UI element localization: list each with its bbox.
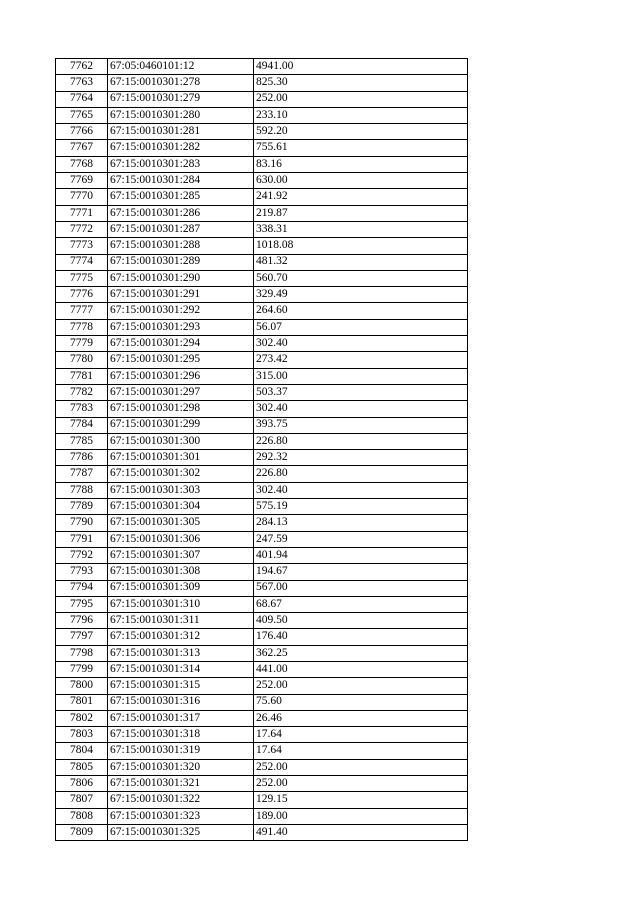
value-cell: 247.59	[254, 531, 468, 547]
table-row	[56, 466, 468, 482]
table-row	[56, 238, 468, 254]
cadastral-number-cell: 67:15:0010301:303	[108, 482, 254, 498]
cadastral-number-cell: 67:15:0010301:278	[108, 75, 254, 91]
row-number-cell: 7773	[56, 238, 108, 254]
row-number-cell: 7793	[56, 564, 108, 580]
cadastral-number-cell: 67:15:0010301:288	[108, 238, 254, 254]
table-row	[56, 336, 468, 352]
row-number-cell: 7790	[56, 515, 108, 531]
row-number-cell: 7786	[56, 450, 108, 466]
row-number-cell: 7806	[56, 776, 108, 792]
row-number-cell: 7808	[56, 808, 108, 824]
table-row	[56, 776, 468, 792]
table-row	[56, 808, 468, 824]
cadastral-number-cell: 67:15:0010301:321	[108, 776, 254, 792]
row-number-cell: 7804	[56, 743, 108, 759]
table-row	[56, 156, 468, 172]
table-row	[56, 580, 468, 596]
table-row	[56, 824, 468, 840]
table-row	[56, 694, 468, 710]
table-row	[56, 417, 468, 433]
table-row	[56, 205, 468, 221]
row-number-cell: 7800	[56, 678, 108, 694]
row-number-cell: 7785	[56, 433, 108, 449]
value-cell: 503.37	[254, 384, 468, 400]
table-row	[56, 710, 468, 726]
value-cell: 241.92	[254, 189, 468, 205]
row-number-cell: 7766	[56, 124, 108, 140]
value-cell: 189.00	[254, 808, 468, 824]
row-number-cell: 7767	[56, 140, 108, 156]
cadastral-number-cell: 67:15:0010301:281	[108, 124, 254, 140]
value-cell: 393.75	[254, 417, 468, 433]
table-row	[56, 596, 468, 612]
value-cell: 4941.00	[254, 59, 468, 75]
value-cell: 575.19	[254, 499, 468, 515]
cadastral-number-cell: 67:15:0010301:296	[108, 368, 254, 384]
cadastral-number-cell: 67:15:0010301:290	[108, 270, 254, 286]
cadastral-number-cell: 67:15:0010301:322	[108, 792, 254, 808]
cadastral-number-cell: 67:15:0010301:291	[108, 287, 254, 303]
row-number-cell: 7792	[56, 547, 108, 563]
value-cell: 226.80	[254, 433, 468, 449]
cadastral-number-cell: 67:15:0010301:295	[108, 352, 254, 368]
table-row	[56, 613, 468, 629]
cadastral-number-cell: 67:15:0010301:302	[108, 466, 254, 482]
row-number-cell: 7798	[56, 645, 108, 661]
value-cell: 233.10	[254, 107, 468, 123]
row-number-cell: 7763	[56, 75, 108, 91]
row-number-cell: 7784	[56, 417, 108, 433]
row-number-cell: 7795	[56, 596, 108, 612]
table-row	[56, 124, 468, 140]
row-number-cell: 7796	[56, 613, 108, 629]
cadastral-number-cell: 67:15:0010301:287	[108, 221, 254, 237]
cadastral-number-cell: 67:15:0010301:309	[108, 580, 254, 596]
table-row	[56, 515, 468, 531]
cadastral-number-cell: 67:15:0010301:298	[108, 401, 254, 417]
value-cell: 68.67	[254, 596, 468, 612]
value-cell: 1018.08	[254, 238, 468, 254]
table-row	[56, 91, 468, 107]
table-row	[56, 727, 468, 743]
cadastral-number-cell: 67:15:0010301:285	[108, 189, 254, 205]
table-row	[56, 629, 468, 645]
row-number-cell: 7772	[56, 221, 108, 237]
table-row	[56, 499, 468, 515]
row-number-cell: 7797	[56, 629, 108, 645]
cadastral-number-cell: 67:15:0010301:301	[108, 450, 254, 466]
cadastral-number-cell: 67:15:0010301:283	[108, 156, 254, 172]
row-number-cell: 7776	[56, 287, 108, 303]
value-cell: 26.46	[254, 710, 468, 726]
value-cell: 592.20	[254, 124, 468, 140]
value-cell: 56.07	[254, 319, 468, 335]
value-cell: 176.40	[254, 629, 468, 645]
row-number-cell: 7765	[56, 107, 108, 123]
row-number-cell: 7780	[56, 352, 108, 368]
value-cell: 226.80	[254, 466, 468, 482]
row-number-cell: 7774	[56, 254, 108, 270]
table-row	[56, 482, 468, 498]
cadastral-number-cell: 67:15:0010301:323	[108, 808, 254, 824]
cadastral-number-cell: 67:05:0460101:12	[108, 59, 254, 75]
row-number-cell: 7783	[56, 401, 108, 417]
table-row	[56, 792, 468, 808]
cadastral-number-cell: 67:15:0010301:317	[108, 710, 254, 726]
value-cell: 338.31	[254, 221, 468, 237]
table-row	[56, 140, 468, 156]
row-number-cell: 7778	[56, 319, 108, 335]
value-cell: 441.00	[254, 661, 468, 677]
value-cell: 17.64	[254, 743, 468, 759]
cadastral-number-cell: 67:15:0010301:294	[108, 336, 254, 352]
row-number-cell: 7762	[56, 59, 108, 75]
cadastral-number-cell: 67:15:0010301:279	[108, 91, 254, 107]
row-number-cell: 7782	[56, 384, 108, 400]
cadastral-number-cell: 67:15:0010301:297	[108, 384, 254, 400]
value-cell: 491.40	[254, 824, 468, 840]
table-row	[56, 547, 468, 563]
cadastral-number-cell: 67:15:0010301:305	[108, 515, 254, 531]
row-number-cell: 7805	[56, 759, 108, 775]
table-row	[56, 254, 468, 270]
value-cell: 252.00	[254, 776, 468, 792]
row-number-cell: 7787	[56, 466, 108, 482]
value-cell: 329.49	[254, 287, 468, 303]
cadastral-number-cell: 67:15:0010301:284	[108, 173, 254, 189]
table-row	[56, 107, 468, 123]
row-number-cell: 7775	[56, 270, 108, 286]
value-cell: 302.40	[254, 336, 468, 352]
cadastral-number-cell: 67:15:0010301:316	[108, 694, 254, 710]
value-cell: 302.40	[254, 401, 468, 417]
value-cell: 315.00	[254, 368, 468, 384]
row-number-cell: 7779	[56, 336, 108, 352]
table-row	[56, 75, 468, 91]
row-number-cell: 7788	[56, 482, 108, 498]
cadastral-table	[55, 58, 468, 841]
row-number-cell: 7801	[56, 694, 108, 710]
cadastral-number-cell: 67:15:0010301:325	[108, 824, 254, 840]
table-row	[56, 303, 468, 319]
table-row	[56, 287, 468, 303]
table-row	[56, 189, 468, 205]
value-cell: 129.15	[254, 792, 468, 808]
row-number-cell: 7794	[56, 580, 108, 596]
value-cell: 264.60	[254, 303, 468, 319]
row-number-cell: 7781	[56, 368, 108, 384]
table-row	[56, 433, 468, 449]
row-number-cell: 7770	[56, 189, 108, 205]
cadastral-number-cell: 67:15:0010301:313	[108, 645, 254, 661]
value-cell: 825.30	[254, 75, 468, 91]
table-row	[56, 319, 468, 335]
table-row	[56, 678, 468, 694]
cadastral-number-cell: 67:15:0010301:289	[108, 254, 254, 270]
value-cell: 273.42	[254, 352, 468, 368]
table-row	[56, 173, 468, 189]
value-cell: 292.32	[254, 450, 468, 466]
table-row	[56, 564, 468, 580]
row-number-cell: 7809	[56, 824, 108, 840]
value-cell: 83.16	[254, 156, 468, 172]
value-cell: 252.00	[254, 759, 468, 775]
cadastral-number-cell: 67:15:0010301:315	[108, 678, 254, 694]
table-row	[56, 645, 468, 661]
cadastral-number-cell: 67:15:0010301:292	[108, 303, 254, 319]
table-body	[56, 59, 468, 841]
table-row	[56, 270, 468, 286]
value-cell: 284.13	[254, 515, 468, 531]
cadastral-number-cell: 67:15:0010301:318	[108, 727, 254, 743]
value-cell: 567.00	[254, 580, 468, 596]
value-cell: 630.00	[254, 173, 468, 189]
cadastral-number-cell: 67:15:0010301:320	[108, 759, 254, 775]
value-cell: 755.61	[254, 140, 468, 156]
value-cell: 409.50	[254, 613, 468, 629]
value-cell: 401.94	[254, 547, 468, 563]
value-cell: 362.25	[254, 645, 468, 661]
cadastral-number-cell: 67:15:0010301:314	[108, 661, 254, 677]
table-row	[56, 368, 468, 384]
cadastral-number-cell: 67:15:0010301:299	[108, 417, 254, 433]
row-number-cell: 7777	[56, 303, 108, 319]
cadastral-number-cell: 67:15:0010301:300	[108, 433, 254, 449]
cadastral-number-cell: 67:15:0010301:307	[108, 547, 254, 563]
table-row	[56, 743, 468, 759]
cadastral-number-cell: 67:15:0010301:308	[108, 564, 254, 580]
row-number-cell: 7803	[56, 727, 108, 743]
row-number-cell: 7769	[56, 173, 108, 189]
row-number-cell: 7771	[56, 205, 108, 221]
table-row	[56, 221, 468, 237]
row-number-cell: 7799	[56, 661, 108, 677]
value-cell: 481.32	[254, 254, 468, 270]
table-row	[56, 59, 468, 75]
cadastral-number-cell: 67:15:0010301:282	[108, 140, 254, 156]
table-row	[56, 352, 468, 368]
cadastral-number-cell: 67:15:0010301:310	[108, 596, 254, 612]
cadastral-number-cell: 67:15:0010301:280	[108, 107, 254, 123]
row-number-cell: 7768	[56, 156, 108, 172]
table-row	[56, 401, 468, 417]
table-row	[56, 661, 468, 677]
value-cell: 194.67	[254, 564, 468, 580]
value-cell: 252.00	[254, 91, 468, 107]
row-number-cell: 7802	[56, 710, 108, 726]
cadastral-number-cell: 67:15:0010301:319	[108, 743, 254, 759]
table-row	[56, 759, 468, 775]
cadastral-number-cell: 67:15:0010301:306	[108, 531, 254, 547]
value-cell: 75.60	[254, 694, 468, 710]
table-row	[56, 450, 468, 466]
row-number-cell: 7807	[56, 792, 108, 808]
row-number-cell: 7764	[56, 91, 108, 107]
value-cell: 17.64	[254, 727, 468, 743]
cadastral-number-cell: 67:15:0010301:311	[108, 613, 254, 629]
cadastral-number-cell: 67:15:0010301:286	[108, 205, 254, 221]
table-row	[56, 384, 468, 400]
value-cell: 302.40	[254, 482, 468, 498]
table-row	[56, 531, 468, 547]
row-number-cell: 7791	[56, 531, 108, 547]
row-number-cell: 7789	[56, 499, 108, 515]
value-cell: 252.00	[254, 678, 468, 694]
cadastral-number-cell: 67:15:0010301:293	[108, 319, 254, 335]
value-cell: 219.87	[254, 205, 468, 221]
value-cell: 560.70	[254, 270, 468, 286]
cadastral-number-cell: 67:15:0010301:312	[108, 629, 254, 645]
cadastral-number-cell: 67:15:0010301:304	[108, 499, 254, 515]
